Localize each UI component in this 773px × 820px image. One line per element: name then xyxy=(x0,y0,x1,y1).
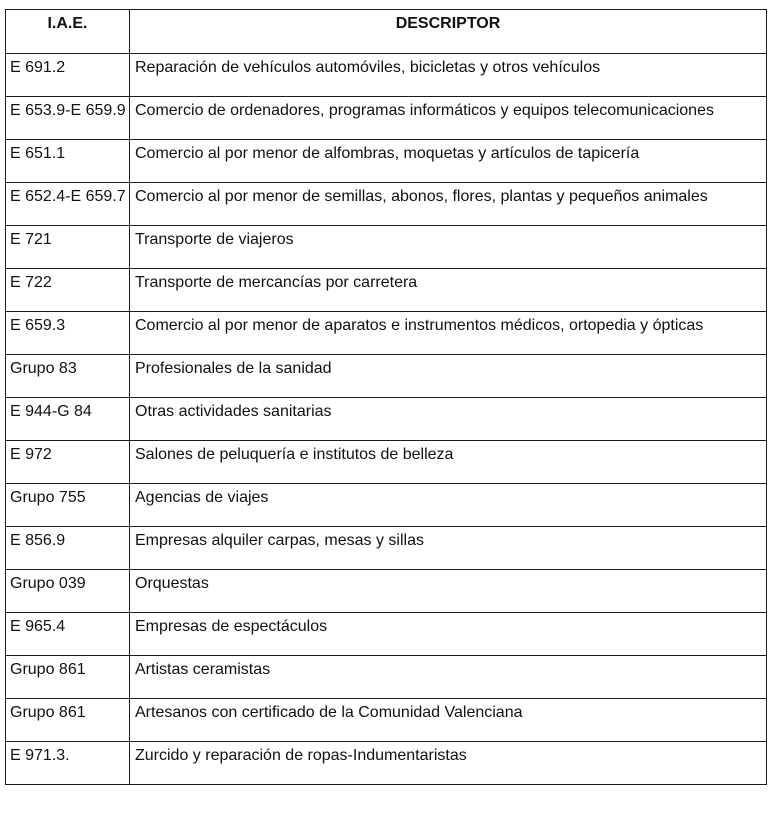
table-row xyxy=(6,54,767,97)
table-row xyxy=(6,398,767,441)
descriptor-cell: Profesionales de la sanidad xyxy=(130,355,767,398)
iae-code-cell: E 691.2 xyxy=(6,54,130,97)
iae-code-cell: E 659.3 xyxy=(6,312,130,355)
table-row xyxy=(6,97,767,140)
table-row xyxy=(6,140,767,183)
table-header-row xyxy=(6,10,767,54)
iae-code-cell: Grupo 755 xyxy=(6,484,130,527)
iae-code-cell: E 944-G 84 xyxy=(6,398,130,441)
descriptor-cell: Salones de peluquería e institutos de belleza xyxy=(130,441,767,484)
iae-code-cell: E 971.3. xyxy=(6,742,130,785)
iae-code-cell: E 972 xyxy=(6,441,130,484)
descriptor-cell: Artesanos con certificado de la Comunidad Valenciana xyxy=(130,699,767,742)
descriptor-cell: Otras actividades sanitarias xyxy=(130,398,767,441)
iae-code-cell: Grupo 861 xyxy=(6,656,130,699)
table-row xyxy=(6,742,767,785)
table-row xyxy=(6,699,767,742)
table-row xyxy=(6,441,767,484)
descriptor-cell: Transporte de mercancías por carretera xyxy=(130,269,767,312)
descriptor-cell: Zurcido y reparación de ropas-Indumentaristas xyxy=(130,742,767,785)
descriptor-cell: Agencias de viajes xyxy=(130,484,767,527)
table-row xyxy=(6,570,767,613)
table-row xyxy=(6,312,767,355)
table-row xyxy=(6,613,767,656)
iae-code-cell: E 965.4 xyxy=(6,613,130,656)
table-row xyxy=(6,269,767,312)
descriptor-cell: Comercio de ordenadores, programas informáticos y equipos telecomunicaciones xyxy=(130,97,767,140)
descriptor-cell: Empresas de espectáculos xyxy=(130,613,767,656)
descriptor-cell: Comercio al por menor de aparatos e instrumentos médicos, ortopedia y ópticas xyxy=(130,312,767,355)
descriptor-cell: Orquestas xyxy=(130,570,767,613)
table-row xyxy=(6,183,767,226)
iae-code-cell: E 653.9-E 659.9 xyxy=(6,97,130,140)
iae-code-cell: E 856.9 xyxy=(6,527,130,570)
iae-code-cell: Grupo 861 xyxy=(6,699,130,742)
descriptor-cell: Transporte de viajeros xyxy=(130,226,767,269)
iae-code-cell: E 721 xyxy=(6,226,130,269)
iae-code-cell: E 651.1 xyxy=(6,140,130,183)
iae-code-cell: E 652.4-E 659.7 xyxy=(6,183,130,226)
iae-code-cell: E 722 xyxy=(6,269,130,312)
table-row xyxy=(6,527,767,570)
iae-code-cell: Grupo 83 xyxy=(6,355,130,398)
iae-code-cell: Grupo 039 xyxy=(6,570,130,613)
table-row xyxy=(6,484,767,527)
header-descriptor: DESCRIPTOR xyxy=(130,10,767,54)
descriptor-cell: Empresas alquiler carpas, mesas y sillas xyxy=(130,527,767,570)
descriptor-cell: Comercio al por menor de alfombras, moquetas y artículos de tapicería xyxy=(130,140,767,183)
header-iae: I.A.E. xyxy=(6,10,130,54)
descriptor-cell: Reparación de vehículos automóviles, bicicletas y otros vehículos xyxy=(130,54,767,97)
descriptor-cell: Comercio al por menor de semillas, abonos, flores, plantas y pequeños animales xyxy=(130,183,767,226)
table-row xyxy=(6,355,767,398)
table-row xyxy=(6,226,767,269)
descriptor-cell: Artistas ceramistas xyxy=(130,656,767,699)
iae-descriptor-table xyxy=(5,9,767,785)
table-body xyxy=(6,54,767,785)
table-row xyxy=(6,656,767,699)
